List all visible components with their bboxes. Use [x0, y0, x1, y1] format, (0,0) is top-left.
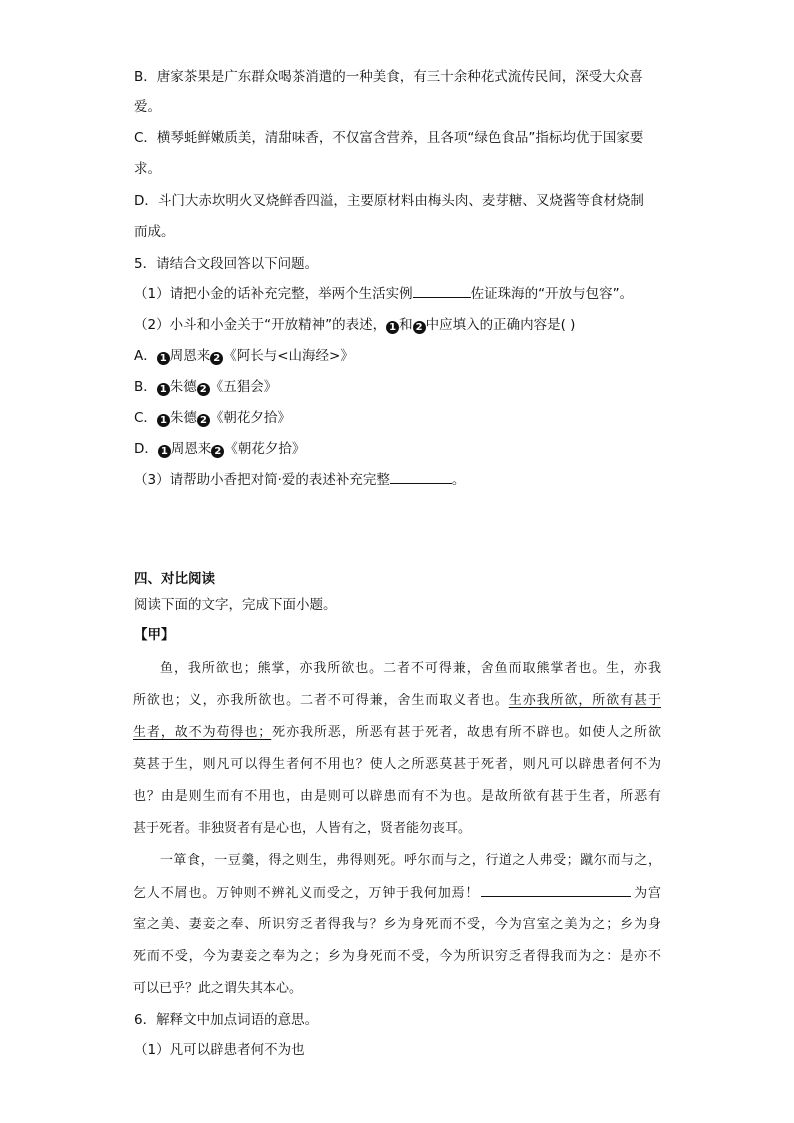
section-instruction: 阅读下面的文字，完成下面小题。: [134, 597, 337, 613]
question-5-sub1-text-a: （1）请把小金的话补充完整，举两个生活实例: [134, 286, 413, 302]
passage-text: 死亦我所恶，所恶有甚于死者，故患有所不辟也。如使人之所欲: [271, 725, 661, 740]
circled-number: 1: [386, 321, 399, 334]
option-text: 《阿长与<山海经>》: [223, 348, 354, 364]
passage-line: 鱼，我所欲也；熊掌，亦我所欲也。二者不可得兼，舍鱼而取熊掌者也。生，亦我: [160, 661, 661, 676]
circled-number: 1: [157, 383, 170, 396]
passage-line: [133, 884, 661, 903]
circled-number: 1: [158, 445, 171, 458]
option-c-line1: C．横琴蚝鲜嫩质美，清甜味香，不仅富含营养，且各项“绿色食品”指标均优于国家要: [134, 130, 644, 146]
passage-line: 甚于死者。非独贤者有是心也，人皆有之，贤者能勿丧耳。: [133, 821, 472, 836]
passage-line: 一箪食，一豆羹，得之则生，弗得则死。呼尔而与之，行道之人弗受；蹴尔而与之，: [160, 853, 661, 868]
option-text: 《朝花夕拾》: [209, 410, 291, 426]
passage-text: 为宫: [633, 886, 661, 901]
option-letter: D．: [134, 441, 158, 457]
option-b-line2: 爱。: [134, 99, 161, 115]
option-a[interactable]: [134, 347, 354, 365]
option-text: 周恩来: [169, 348, 211, 364]
option-b[interactable]: [134, 378, 277, 396]
question-5-sub2-text-a: （2）小斗和小金关于“开放精神”的表述，: [134, 317, 387, 333]
option-text: 《五猖会》: [209, 379, 278, 395]
answer-blank[interactable]: [413, 285, 471, 298]
passage-label-jia: 【甲】: [134, 627, 175, 643]
passage-text: 乞人不屑也。万钟则不辨礼义而受之，万钟于我何加焉！: [133, 886, 480, 901]
circled-number: 2: [197, 383, 210, 396]
option-b-line1: B．唐家茶果是广东群众喝茶消遣的一种美食，有三十余种花式流传民间，深受大众喜: [134, 69, 643, 85]
passage-line: 可以已乎？此之谓失其本心。: [133, 981, 303, 996]
option-letter: C．: [134, 410, 157, 426]
question-5-sub2-text-b: 和: [399, 317, 413, 333]
question-5-sub1: [134, 285, 633, 303]
passage-line: 死而不受，今为妻妾之奉为之；乡为身死而不受，今为所识穷乏者得我而为之：是亦不: [133, 949, 661, 964]
question-6-stem: 6．解释文中加点词语的意思。: [134, 1012, 319, 1028]
question-5-sub3-text-b: 。: [451, 472, 466, 488]
answer-blank[interactable]: [390, 471, 452, 484]
circled-number: 1: [157, 414, 170, 427]
circled-number: 2: [211, 445, 224, 458]
passage-line: [133, 692, 661, 710]
question-5-sub3: [134, 471, 465, 489]
option-text: 《朝花夕拾》: [224, 441, 306, 457]
question-5-sub1-text-b: 佐证珠海的“开放与包容”。: [470, 286, 634, 302]
section-heading: 四、对比阅读: [134, 571, 215, 587]
option-d-line1: D．斗门大赤坎明火叉烧鲜香四溢，主要原材料由梅头肉、麦芽糖、叉烧酱等食材烧制: [134, 193, 644, 209]
passage-line: 莫甚于生，则凡可以得生者何不用也？使人之所恶莫甚于死者，则凡可以辟患者何不为: [133, 757, 661, 772]
underlined-sentence: 生亦我所欲，所欲有甚于: [508, 693, 661, 708]
option-text: 周恩来: [170, 441, 212, 457]
option-c-line2: 求。: [134, 161, 161, 177]
passage-line: [133, 724, 661, 742]
question-5-sub2-text-c: 中应填入的正确内容是( ): [425, 317, 576, 333]
option-d-line2: 而成。: [134, 224, 175, 240]
circled-number: 2: [210, 352, 223, 365]
option-letter: A．: [134, 348, 157, 364]
circled-number: 2: [197, 414, 210, 427]
circled-number: 2: [413, 321, 426, 334]
option-c[interactable]: [134, 409, 291, 427]
passage-line: 室之美、妻妾之奉、所识穷乏者得我与？乡为身死而不受，今为宫室之美为之；乡为身: [133, 917, 661, 932]
option-text: 朱德: [169, 379, 197, 395]
question-5-stem: 5．请结合文段回答以下问题。: [134, 256, 319, 272]
option-text: 朱德: [169, 410, 197, 426]
underlined-sentence: 生者，故不为苟得也；: [133, 725, 272, 740]
passage-line: 也？由是则生而有不用也，由是则可以辟患而有不为也。是故所欲有甚于生者，所恶有: [133, 789, 661, 804]
question-6-sub1: （1）凡可以辟患者何不为也: [134, 1042, 305, 1058]
answer-blank[interactable]: [481, 884, 631, 897]
passage-text: 所欲也；义，亦我所欲也。二者不可得兼，舍生而取义者也。: [133, 693, 509, 708]
circled-number: 1: [157, 352, 170, 365]
option-d[interactable]: [134, 440, 305, 458]
question-5-sub2: [134, 316, 575, 334]
option-letter: B．: [134, 379, 157, 395]
question-5-sub3-text-a: （3）请帮助小香把对简·爱的表述补充完整: [134, 472, 390, 488]
